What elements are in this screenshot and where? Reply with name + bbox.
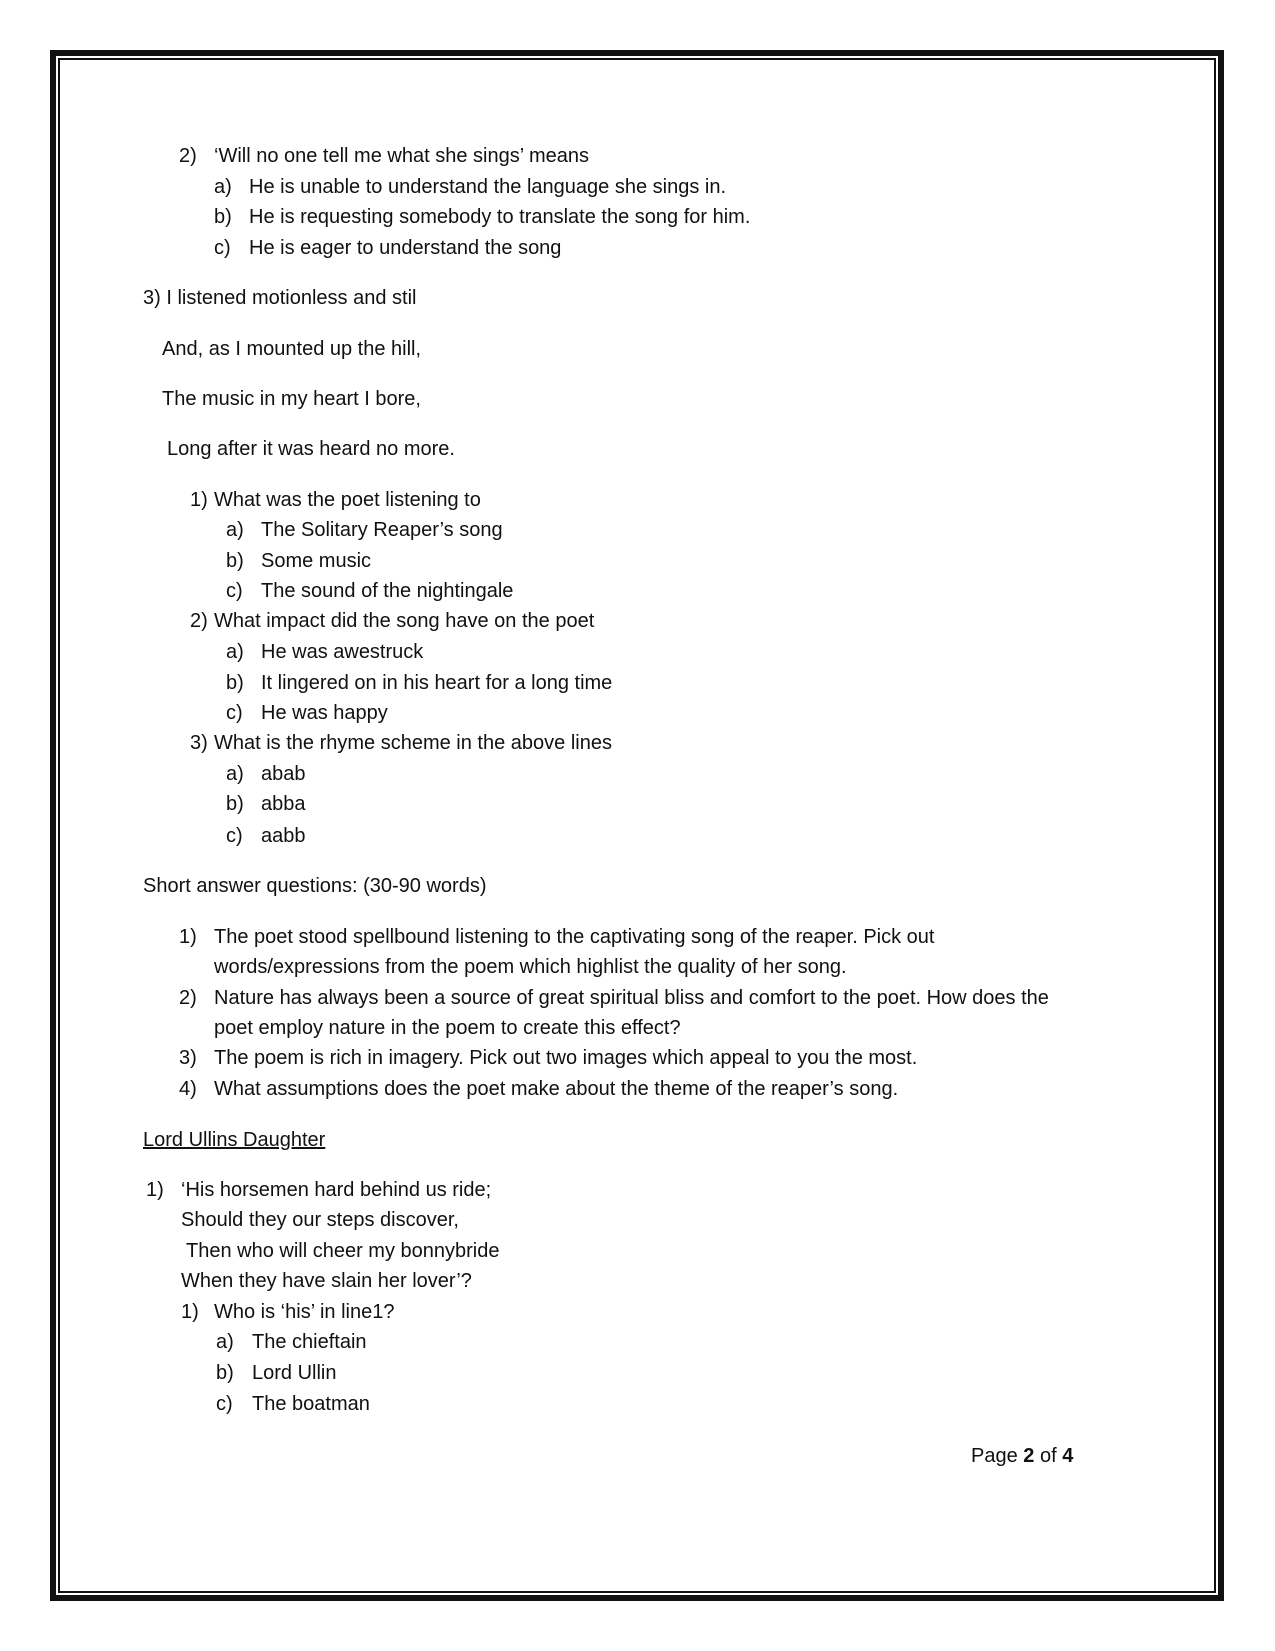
stanza-line: Long after it was heard no more. <box>167 438 455 460</box>
q2-option-a: He is unable to understand the language she sings in. <box>249 176 727 198</box>
option-text: The sound of the nightingale <box>261 580 514 602</box>
option-label: a) <box>226 641 244 663</box>
q2-option-c: He is eager to understand the song <box>249 237 562 259</box>
short-answer-text: What assumptions does the poet make about the theme of the reaper’s song. <box>214 1078 899 1100</box>
option-text: aabb <box>261 825 306 847</box>
q2-option-a-label: a) <box>214 176 232 198</box>
option-text: The Solitary Reaper’s song <box>261 519 503 541</box>
q2-question: ‘Will no one tell me what she sings’ means <box>214 145 589 167</box>
lord-ullin-sub-number: 1) <box>181 1301 199 1323</box>
option-text: Some music <box>261 550 372 572</box>
option-text: The chieftain <box>252 1331 367 1353</box>
option-label: b) <box>226 793 244 815</box>
option-label: b) <box>226 550 244 572</box>
option-label: a) <box>226 519 244 541</box>
short-answer-number: 1) <box>179 926 197 948</box>
q2-option-c-label: c) <box>214 237 231 259</box>
option-label: c) <box>216 1393 233 1415</box>
short-answer-text: The poet stood spellbound listening to the captivating song of the reaper. Pick out <box>214 926 935 948</box>
q3-sub2-question: What impact did the song have on the poet <box>214 610 595 632</box>
option-text: He was happy <box>261 702 388 724</box>
page-middle: of <box>1034 1445 1063 1467</box>
q3-sub3-question: What is the rhyme scheme in the above lines <box>214 732 612 754</box>
option-label: c) <box>226 702 243 724</box>
quote-line: ‘His horsemen hard behind us ride; <box>181 1179 492 1201</box>
option-label: a) <box>216 1331 234 1353</box>
page-current: 2 <box>1023 1445 1035 1467</box>
short-answer-number: 2) <box>179 987 197 1009</box>
page-prefix: Page <box>971 1445 1024 1467</box>
stanza-line: And, as I mounted up the hill, <box>162 338 422 360</box>
q2-option-b: He is requesting somebody to translate the song for him. <box>249 206 751 228</box>
option-text: The boatman <box>252 1393 370 1415</box>
short-answer-text: poet employ nature in the poem to create this effect? <box>214 1017 681 1039</box>
quote-line: Then who will cheer my bonnybride <box>186 1240 500 1262</box>
option-text: He was awestruck <box>261 641 424 663</box>
option-label: b) <box>226 672 244 694</box>
option-text: It lingered on in his heart for a long time <box>261 672 613 694</box>
short-answer-number: 3) <box>179 1047 197 1069</box>
quote-line: When they have slain her lover’? <box>181 1270 472 1292</box>
option-label: b) <box>216 1362 234 1384</box>
short-answer-text: words/expressions from the poem which highlist the quality of her song. <box>214 956 847 978</box>
short-answer-text: Nature has always been a source of great spiritual bliss and comfort to the poet. How does the <box>214 987 1049 1009</box>
q3-sub3-number: 3) <box>190 732 208 754</box>
short-answer-number: 4) <box>179 1078 197 1100</box>
option-text: abab <box>261 763 306 785</box>
q3-sub1-number: 1) <box>190 489 208 511</box>
option-text: Lord Ullin <box>252 1362 337 1384</box>
page-number <box>971 1444 1073 1468</box>
q2-option-b-label: b) <box>214 206 232 228</box>
short-answer-text: The poem is rich in imagery. Pick out two images which appeal to you the most. <box>214 1047 918 1069</box>
stanza-line: The music in my heart I bore, <box>162 388 421 410</box>
short-answer-heading: Short answer questions: (30-90 words) <box>143 875 487 897</box>
quote-line: Should they our steps discover, <box>181 1209 459 1231</box>
option-label: a) <box>226 763 244 785</box>
q3-heading: 3) I listened motionless and stil <box>143 287 417 309</box>
q3-sub2-number: 2) <box>190 610 208 632</box>
q2-number: 2) <box>179 145 197 167</box>
option-label: c) <box>226 825 243 847</box>
lord-ullin-number: 1) <box>146 1179 164 1201</box>
section-title: Lord Ullins Daughter <box>143 1129 326 1151</box>
q3-sub1-question: What was the poet listening to <box>214 489 481 511</box>
lord-ullin-sub-question: Who is ‘his’ in line1? <box>214 1301 395 1323</box>
page-total: 4 <box>1062 1445 1074 1467</box>
option-text: abba <box>261 793 306 815</box>
option-label: c) <box>226 580 243 602</box>
